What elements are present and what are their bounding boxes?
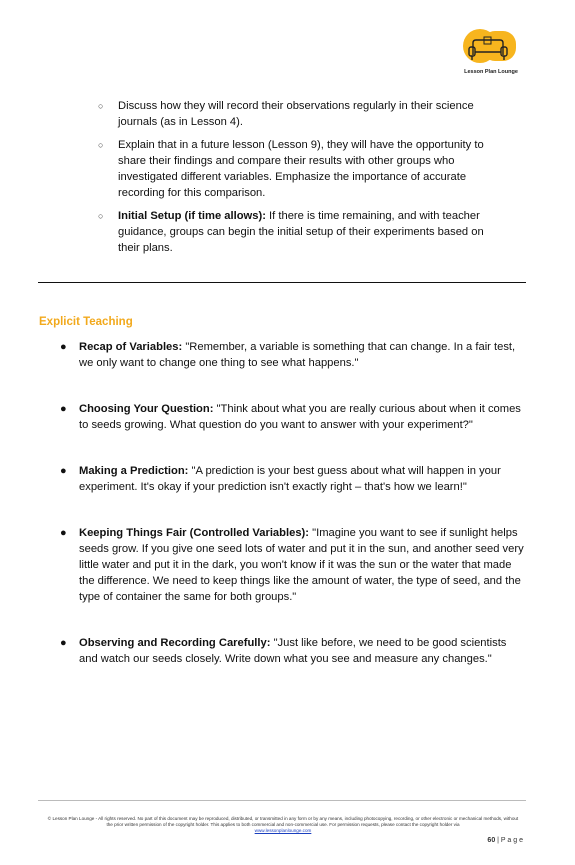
- page-number-value: 60: [487, 837, 496, 844]
- footer-divider: [38, 800, 526, 801]
- list-item-text: If there is time remaining, and with teacher guidance, groups can begin the initial setup of their experiments based on their plans.: [118, 210, 484, 254]
- list-item-text: "Just like before, we need to be good scientists and watch our seeds closely. Write down what you see and measure any changes.": [79, 637, 507, 665]
- list-item: [98, 208, 508, 256]
- list-item: [58, 463, 526, 495]
- bullet-icon: ●: [60, 341, 67, 353]
- teaching-points-list: [58, 339, 526, 697]
- list-item-text: "Think about what you are really curious about when it comes to seeds growing. What question do you want to answer with your experiment?": [79, 403, 521, 431]
- sub-bullet-list: [98, 98, 508, 263]
- hollow-bullet-icon: ○: [98, 211, 104, 221]
- bullet-icon: ●: [60, 637, 67, 649]
- list-item: [58, 525, 526, 605]
- list-item-bold: Recap of Variables:: [79, 341, 183, 353]
- list-item-bold: Initial Setup (if time allows):: [118, 210, 266, 222]
- copyright-notice: [46, 816, 520, 835]
- section-divider: [38, 282, 526, 283]
- list-item: [98, 98, 508, 130]
- section-title: Explicit Teaching: [39, 316, 133, 328]
- list-item: [58, 401, 526, 433]
- lounge-chair-icon: [460, 28, 522, 68]
- list-item: [58, 635, 526, 667]
- list-item: [98, 137, 508, 201]
- logo: [458, 28, 524, 78]
- list-item-bold: Making a Prediction:: [79, 465, 189, 477]
- list-item: [58, 339, 526, 371]
- hollow-bullet-icon: ○: [98, 140, 104, 150]
- list-item-text: Discuss how they will record their observations regularly in their science journals (as in Lesson 4).: [118, 100, 474, 128]
- list-item-bold: Choosing Your Question:: [79, 403, 214, 415]
- page-label: | P a g e: [497, 837, 523, 844]
- bullet-icon: ●: [60, 527, 67, 539]
- list-item-text: "Imagine you want to see if sunlight helps seeds grow. If you give one seed lots of water and put it in the sun, and another seed very little water and put it in the dark, you won't know if it was the sun or the water that made the difference. We need to keep things like the amount of water, the type of seed, and the type of container the same for both groups.": [79, 527, 524, 603]
- list-item-bold: Keeping Things Fair (Controlled Variables):: [79, 527, 309, 539]
- website-link[interactable]: www.lessonplanlounge.com: [254, 828, 312, 834]
- copyright-text: © Lesson Plan Lounge - All rights reserved. No part of this document may be reproduced, distributed, or transmitted in any form or by any means, including photocopying, recording, or other electronic or mechanical methods, without the prior written permission of the copyright holder. This applies to both commercial and non-commercial use. For permission requests, please contact the copyright holder via: [47, 816, 519, 828]
- bullet-icon: ●: [60, 465, 67, 477]
- list-item-text: "Remember, a variable is something that can change. In a fair test, we only want to change one thing to see what happens.": [79, 341, 516, 369]
- list-item-text: "A prediction is your best guess about what will happen in your experiment. It's okay if your prediction isn't exactly right – that's how we learn!": [79, 465, 501, 493]
- list-item-text: Explain that in a future lesson (Lesson 9), they will have the opportunity to share their findings and compare their results with other groups who investigated different variables. Emphasize the importance of accurate recording for this comparison.: [118, 139, 484, 199]
- logo-text: Lesson Plan Lounge: [464, 69, 518, 75]
- bullet-icon: ●: [60, 403, 67, 415]
- hollow-bullet-icon: ○: [98, 101, 104, 111]
- page-number: [487, 837, 523, 844]
- list-item-bold: Observing and Recording Carefully:: [79, 637, 271, 649]
